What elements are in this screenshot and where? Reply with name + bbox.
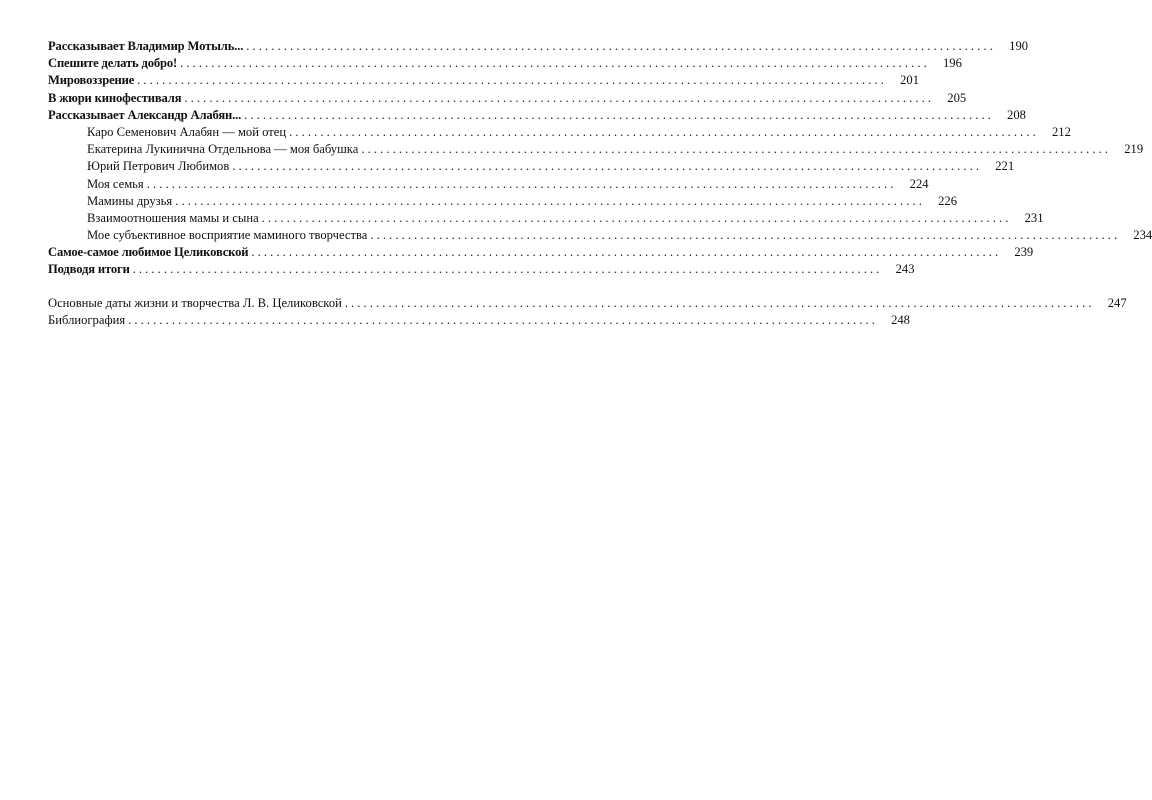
toc-leader-dots: ........................................................................................................................ — [261, 210, 1012, 225]
toc-entry-title: Каро Семенович Алабян — мой отец — [87, 124, 287, 139]
section-gap — [48, 279, 454, 295]
toc-leader-dots: ........................................................................................................................ — [246, 39, 997, 53]
toc-leader-dots: ........................................................................................................................ — [175, 193, 926, 208]
toc-leader-dots: ........................................................................................................................ — [232, 159, 983, 174]
toc-entry-title: Самое-самое любимое Целиковской — [48, 245, 249, 260]
toc-main-group — [48, 38, 1152, 279]
toc-subentry — [48, 141, 1144, 158]
toc-entry-page: 219 — [1124, 142, 1144, 157]
toc-entry-page: 196 — [942, 56, 962, 71]
toc-subentry — [48, 193, 958, 210]
toc-entry — [48, 72, 919, 89]
toc-entry-page: 231 — [1024, 210, 1044, 225]
toc-entry-page: 247 — [1107, 295, 1127, 310]
toc-entry — [48, 261, 915, 278]
toc-subentry — [48, 158, 1015, 175]
toc-entry — [48, 90, 967, 107]
toc-entry-page: 243 — [895, 262, 915, 277]
toc-entry-title: Рассказывает Владимир Мотыль... — [48, 39, 244, 53]
toc-leader-dots: ........................................................................................................................ — [137, 73, 887, 88]
toc-leader-dots: ........................................................................................................................ — [128, 312, 878, 327]
toc-leader-dots: ........................................................................................................................ — [251, 245, 1002, 260]
toc-entry — [48, 55, 962, 72]
toc-leader-dots: ........................................................................................................................ — [244, 107, 994, 122]
toc-entry — [48, 295, 1127, 312]
toc-entry-page: 212 — [1052, 124, 1071, 139]
toc-leader-dots: ........................................................................................................................ — [180, 56, 930, 71]
toc-leader-dots: ........................................................................................................................ — [344, 295, 1095, 310]
toc-entry-page: 201 — [900, 73, 919, 88]
toc-subentry — [48, 210, 1044, 227]
toc-subentry — [48, 176, 929, 193]
toc-entry-title: Моя семья — [87, 176, 144, 191]
toc-appendix-group — [48, 295, 1127, 329]
toc-entry-title: Подводя итоги — [48, 262, 130, 277]
toc-entry-page: 221 — [995, 159, 1015, 174]
toc-entry-title: Рассказывает Александр Алабян... — [48, 107, 242, 122]
toc-entry — [48, 244, 1034, 261]
toc-entry-page: 234 — [1133, 228, 1152, 243]
toc-subentry — [48, 124, 1071, 141]
toc-subentry — [48, 227, 1152, 244]
toc-entry-page: 208 — [1007, 107, 1026, 122]
toc-leader-dots: ........................................................................................................................ — [146, 176, 897, 191]
toc-entry-page: 205 — [947, 90, 967, 105]
toc-entry-title: Екатерина Лукинична Отдельнова — моя бабушка — [87, 142, 359, 157]
toc-leader-dots: ........................................................................................................................ — [370, 228, 1121, 243]
toc-entry-title: Мамины друзья — [87, 193, 173, 208]
toc-entry — [48, 38, 1029, 55]
toc-entry — [48, 312, 910, 329]
toc-entry-title: Спешите делать добро! — [48, 56, 178, 71]
toc-entry-title: Основные даты жизни и творчества Л. В. Целиковской — [48, 295, 342, 310]
toc-entry-title: В жюри кинофестиваля — [48, 90, 182, 105]
toc-entry-title: Библиография — [48, 312, 126, 327]
toc-leader-dots: ........................................................................................................................ — [361, 142, 1112, 157]
toc-entry-title: Юрий Петрович Любимов — [87, 159, 230, 174]
table-of-contents — [48, 38, 1152, 329]
toc-leader-dots: ........................................................................................................................ — [184, 90, 935, 105]
toc-entry-title: Мое субъективное восприятие маминого творчества — [87, 228, 368, 243]
toc-entry-title: Мировоззрение — [48, 73, 135, 88]
toc-entry-title: Взаимоотношения мамы и сына — [87, 210, 259, 225]
toc-leader-dots: ........................................................................................................................ — [289, 124, 1039, 139]
toc-entry-page: 239 — [1014, 245, 1034, 260]
toc-entry-page: 226 — [938, 193, 958, 208]
toc-entry-page: 190 — [1009, 39, 1029, 53]
toc-entry-page: 248 — [891, 312, 910, 327]
toc-entry — [48, 107, 1026, 124]
toc-entry-page: 224 — [909, 176, 929, 191]
toc-leader-dots: ........................................................................................................................ — [132, 262, 883, 277]
